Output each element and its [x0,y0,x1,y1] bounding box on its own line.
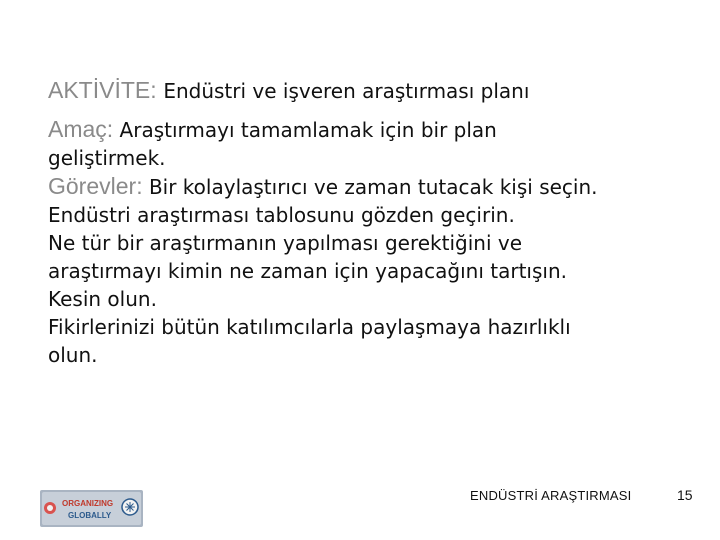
tasks-line: Ne tür bir araştırmanın yapılması gerektiğini ve [48,231,523,255]
purpose-line-2: geliştirmek. [48,146,166,170]
tasks-line: Endüstri araştırması tablosunu gözden geçirin. [48,203,515,227]
tasks-line: Kesin olun. [48,287,157,311]
activity-line [48,76,688,105]
purpose-block [48,115,688,172]
tasks-label: Görevler: [48,173,143,199]
purpose-label: Amaç: [48,116,114,142]
page-number: 15 [677,487,693,503]
tasks-block [48,172,688,369]
activity-label: AKTİVİTE: [48,77,157,103]
purpose-line-1 [48,115,688,144]
tasks-line: olun. [48,343,98,367]
footer-title: ENDÜSTRİ ARAŞTIRMASI [470,488,632,503]
slide-content [48,76,688,369]
logo-text-bottom: GLOBALLY [68,511,112,520]
tasks-line: Fikirlerinizi bütün katılımcılarla paylaşmaya hazırlıklı [48,315,571,339]
tasks-text-1: Bir kolaylaştırıcı ve zaman tutacak kişi seçin. [148,175,598,199]
purpose-text-1: Araştırmayı tamamlamak için bir plan [119,118,497,142]
activity-text: Endüstri ve işveren araştırması planı [163,79,530,103]
organizing-globally-logo [40,490,143,527]
tasks-line: araştırmayı kimin ne zaman için yapacağını tartışın. [48,259,567,283]
tasks-line-1 [48,172,688,201]
logo-text-top: ORGANIZING [62,499,114,508]
